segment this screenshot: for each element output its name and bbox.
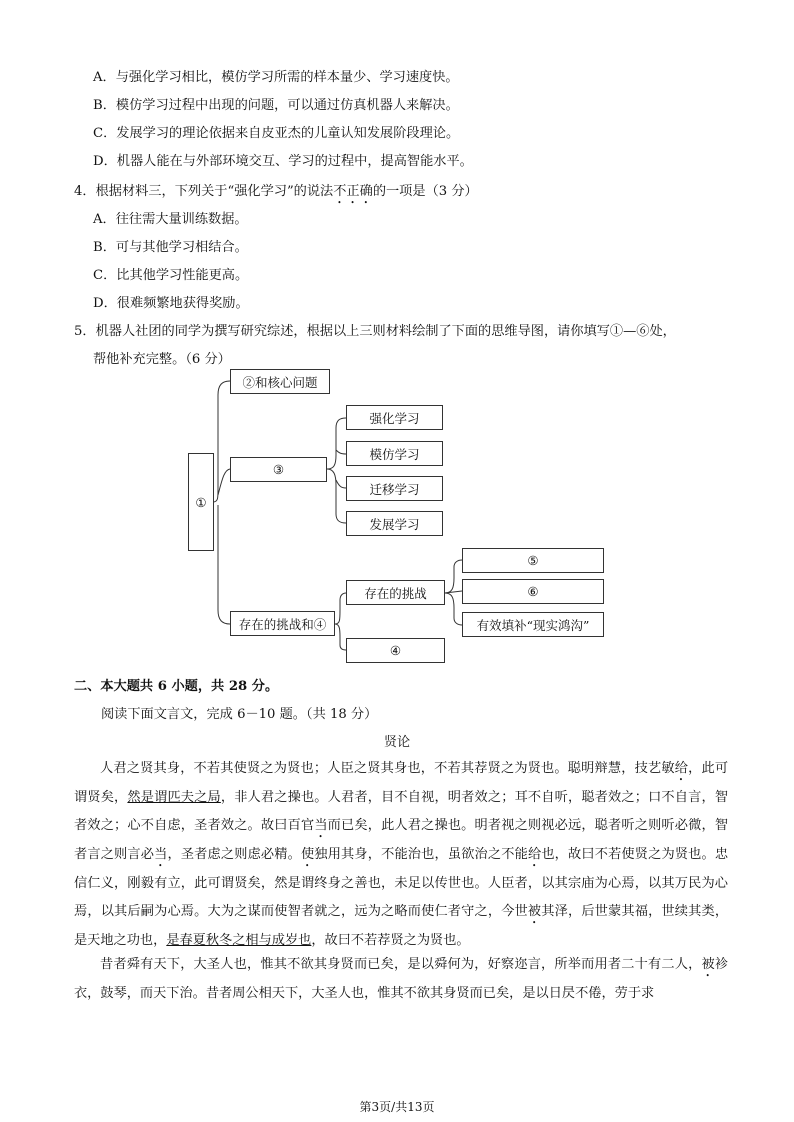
mindmap-challenge-child: ⑥: [462, 579, 604, 604]
q4-option-a: A．往往需大量训练数据。: [93, 212, 248, 227]
q3-option-b: B．模仿学习过程中出现的问题，可以通过仿真机器人来解决。: [93, 98, 459, 113]
q3-option-a: A．与强化学习相比，模仿学习所需的样本量少、学习速度快。: [93, 70, 459, 85]
mindmap-branch-bottom: 存在的挑战和④: [230, 611, 335, 636]
mindmap-mid-child: 强化学习: [346, 405, 443, 430]
q3-option-d: D．机器人能在与外部环境交互、学习的过程中，提高智能水平。: [93, 154, 473, 169]
mindmap-challenge-child: ⑤: [462, 548, 604, 573]
passage-paragraph-2: 昔者舜有天下，大圣人也，惟其不欲其身贤而已矣，是以舜何为，好察迩言，所举而用者二十有二人，被袗衣，鼓琴，而天下治。昔者周公相天下，大圣人也，惟其不欲其身贤而已矣，是以日昃不倦，劳于求: [74, 957, 729, 1001]
mindmap-root: ①: [188, 453, 214, 551]
mindmap-branch-mid: ③: [230, 457, 327, 482]
q4-option-b: B．可与其他学习相结合。: [93, 240, 248, 255]
mindmap-bottom-child-b: ④: [346, 638, 445, 663]
mindmap-mid-child: 迁移学习: [346, 476, 443, 501]
mindmap-bottom-child-a: 存在的挑战: [346, 580, 445, 605]
passage-title: 贤论: [383, 735, 411, 750]
q3-option-c: C．发展学习的理论依据来自皮亚杰的儿童认知发展阶段理论。: [93, 126, 460, 141]
section-intro: 阅读下面文言文，完成 6－10 题。（共 18 分）: [101, 707, 378, 722]
mindmap-mid-child: 发展学习: [346, 511, 443, 536]
q5-stem-line1: 5．机器人社团的同学为撰写研究综述，根据以上三则材料绘制了下面的思维导图，请你填写①—⑥处，: [74, 324, 676, 339]
mindmap-challenge-child: 有效填补“现实鸿沟”: [462, 612, 604, 637]
q4-option-c: C．比其他学习性能更高。: [93, 268, 249, 283]
page-footer: 第3页/共13页: [359, 1100, 435, 1114]
q5-stem-line2: 帮他补充完整。（6 分）: [93, 352, 231, 367]
passage-paragraph-1: 人君之贤其身，不若其使贤之为贤也；人臣之贤其身也，不若其荐贤之为贤也。聪明辩慧，技艺敏给，此可谓贤矣，然是谓匹夫之局，非人君之操也。人君者，目不自视，明者效之；耳不自听，聪者效之；口不自言，智者效之；心不自虑，圣者效之。故曰百官当而已矣，此人君之操也。明者视之则视必远，聪者听之则听必微，智者言之则言必当，圣者虑之则虑必精。使独用其身，不能治也，虽欲治之不能给也，故曰不若使贤之为贤也。忠信仁义，刚毅有立，此可谓贤矣，然是谓终身之善也，未足以传世也。人臣者，以其宗庙为心焉，以其万民为心焉，以其后嗣为心焉。大为之谋而使智者就之，远为之略而使仁者守之，今世被其泽，后世蒙其福，世续其类，是天地之功也，是春夏秋冬之相与成岁也，故曰不若荐贤之为贤也。: [74, 761, 729, 948]
section-heading: 二、本大题共 6 小题，共 28 分。: [74, 679, 279, 694]
mindmap-branch-top: ②和核心问题: [230, 369, 330, 394]
q4-stem: 4．根据材料三，下列关于“强化学习”的说法不正确的一项是（3 分）: [74, 184, 478, 199]
mindmap-mid-child: 模仿学习: [346, 441, 443, 466]
q4-option-d: D．很难频繁地获得奖励。: [93, 296, 249, 311]
